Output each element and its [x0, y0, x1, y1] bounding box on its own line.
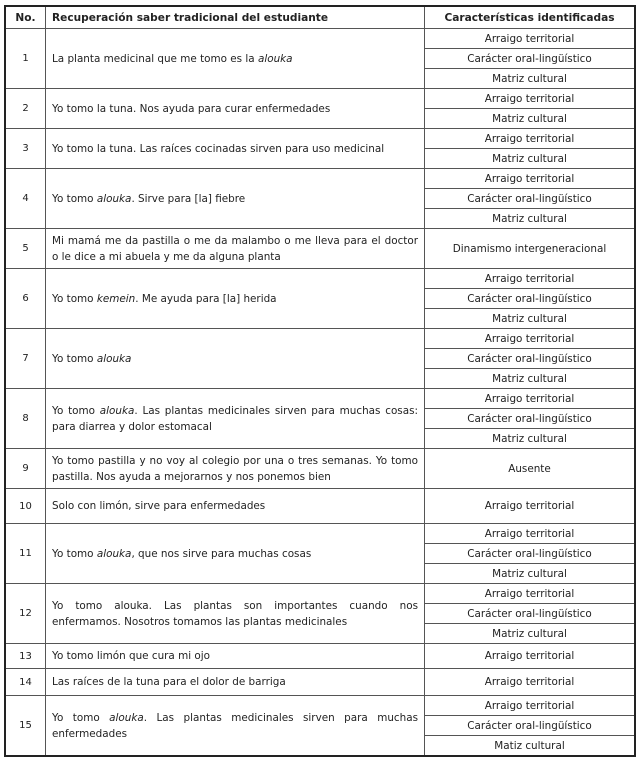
characteristic: Matriz cultural [425, 109, 636, 129]
header-number: No. [5, 6, 46, 29]
text-segment: Yo tomo [52, 192, 97, 205]
characteristic: Carácter oral-lingüístico [425, 604, 636, 624]
text-segment: . Las plantas medicinales sirven para muchas enfermedades [52, 711, 418, 740]
text-segment: Yo tomo pastilla y no voy al colegio por una o tres semanas. Yo tomo pastilla. Nos ayuda a mejorarnos y nos ponemos bien [52, 454, 418, 483]
row-number: 6 [5, 269, 46, 329]
characteristic: Ausente [425, 449, 636, 489]
student-knowledge [46, 489, 425, 524]
text-segment: Yo tomo alouka. Las plantas son importantes cuando nos enfermamos. Nosotros tomamos las plantas medicinales [52, 599, 418, 628]
table-row [5, 329, 635, 349]
characteristic: Matriz cultural [425, 69, 636, 89]
text-segment: . Las plantas medicinales sirven para muchas cosas: para diarrea y dolor estomacal [52, 404, 418, 433]
text-segment: , que nos sirve para muchas cosas [131, 547, 312, 560]
italic-term: alouka [96, 352, 132, 365]
row-number: 15 [5, 696, 46, 757]
characteristic: Arraigo territorial [425, 389, 636, 409]
table-row [5, 489, 635, 524]
table-row [5, 389, 635, 409]
characteristic: Matriz cultural [425, 429, 636, 449]
row-number: 7 [5, 329, 46, 389]
student-knowledge [46, 29, 425, 89]
characteristic: Arraigo territorial [425, 696, 636, 716]
row-number: 14 [5, 669, 46, 696]
italic-term: alouka [109, 711, 144, 724]
row-number: 12 [5, 584, 46, 644]
characteristic: Arraigo territorial [425, 584, 636, 604]
text-segment: Mi mamá me da pastilla o me da malambo o me lleva para el doctor o le dice a mi abuela y me da alguna planta [52, 234, 418, 263]
table-row [5, 29, 635, 49]
student-knowledge [46, 644, 425, 669]
text-segment: . Sirve para [la] fiebre [131, 192, 246, 205]
row-number: 3 [5, 129, 46, 169]
characteristic: Matriz cultural [425, 624, 636, 644]
characteristic: Carácter oral-lingüístico [425, 349, 636, 369]
header-characteristics: Características identificadas [425, 6, 636, 29]
characteristic: Dinamismo intergeneracional [425, 229, 636, 269]
student-knowledge [46, 584, 425, 644]
characteristic: Arraigo territorial [425, 669, 636, 696]
characteristic: Matriz cultural [425, 564, 636, 584]
table-row [5, 669, 635, 696]
text-segment: Yo tomo [52, 292, 97, 305]
characteristic: Carácter oral-lingüístico [425, 544, 636, 564]
table-row [5, 269, 635, 289]
characteristic: Matriz cultural [425, 149, 636, 169]
characteristic: Matriz cultural [425, 209, 636, 229]
italic-term: alouka [96, 547, 132, 560]
characteristic: Carácter oral-lingüístico [425, 189, 636, 209]
characteristic: Arraigo territorial [425, 524, 636, 544]
characteristic: Arraigo territorial [425, 489, 636, 524]
characteristic: Arraigo territorial [425, 329, 636, 349]
italic-term: alouka [257, 52, 293, 65]
text-segment: Yo tomo limón que cura mi ojo [52, 650, 211, 662]
text-segment: Yo tomo [52, 352, 97, 365]
table-row [5, 696, 635, 716]
table-row [5, 644, 635, 669]
student-knowledge [46, 449, 425, 489]
table-row [5, 89, 635, 109]
student-knowledge [46, 89, 425, 129]
characteristic: Arraigo territorial [425, 29, 636, 49]
student-knowledge [46, 669, 425, 696]
italic-term: alouka [96, 192, 132, 205]
characteristic: Carácter oral-lingüístico [425, 716, 636, 736]
table-row [5, 229, 635, 269]
text-segment: Las raíces de la tuna para el dolor de barriga [52, 676, 286, 688]
italic-term: alouka [99, 404, 135, 417]
student-knowledge [46, 389, 425, 449]
characteristic: Arraigo territorial [425, 269, 636, 289]
row-number: 13 [5, 644, 46, 669]
text-segment: Yo tomo [52, 404, 100, 417]
text-segment: La planta medicinal que me tomo es la [52, 52, 258, 65]
student-knowledge [46, 229, 425, 269]
text-segment: . Me ayuda para [la] herida [135, 292, 277, 305]
text-segment: Yo tomo [52, 547, 97, 560]
characteristic: Arraigo territorial [425, 89, 636, 109]
row-number: 4 [5, 169, 46, 229]
text-segment: Yo tomo [52, 711, 110, 724]
student-knowledge [46, 524, 425, 584]
table-row [5, 449, 635, 489]
student-knowledge [46, 696, 425, 757]
student-knowledge [46, 269, 425, 329]
table-row [5, 524, 635, 544]
characteristic: Carácter oral-lingüístico [425, 409, 636, 429]
text-segment: Solo con limón, sirve para enfermedades [52, 500, 266, 512]
row-number: 10 [5, 489, 46, 524]
characteristic: Carácter oral-lingüístico [425, 289, 636, 309]
row-number: 5 [5, 229, 46, 269]
table-row [5, 584, 635, 604]
characteristic: Matiz cultural [425, 736, 636, 757]
text-segment: Yo tomo la tuna. Nos ayuda para curar enfermedades [52, 102, 331, 115]
row-number: 9 [5, 449, 46, 489]
header-knowledge: Recuperación saber tradicional del estudiante [46, 6, 425, 29]
row-number: 11 [5, 524, 46, 584]
table-body [5, 29, 635, 757]
knowledge-table [4, 5, 636, 757]
characteristic: Matriz cultural [425, 309, 636, 329]
student-knowledge [46, 169, 425, 229]
characteristic: Arraigo territorial [425, 644, 636, 669]
italic-term: kemein [96, 292, 136, 305]
text-segment: Yo tomo la tuna. Las raíces cocinadas sirven para uso medicinal [52, 142, 385, 155]
table-row [5, 169, 635, 189]
student-knowledge [46, 129, 425, 169]
header-row [5, 6, 635, 29]
characteristic: Arraigo territorial [425, 129, 636, 149]
table-row [5, 129, 635, 149]
row-number: 2 [5, 89, 46, 129]
row-number: 8 [5, 389, 46, 449]
characteristic: Arraigo territorial [425, 169, 636, 189]
characteristic: Carácter oral-lingüístico [425, 49, 636, 69]
characteristic: Matriz cultural [425, 369, 636, 389]
student-knowledge [46, 329, 425, 389]
row-number: 1 [5, 29, 46, 89]
